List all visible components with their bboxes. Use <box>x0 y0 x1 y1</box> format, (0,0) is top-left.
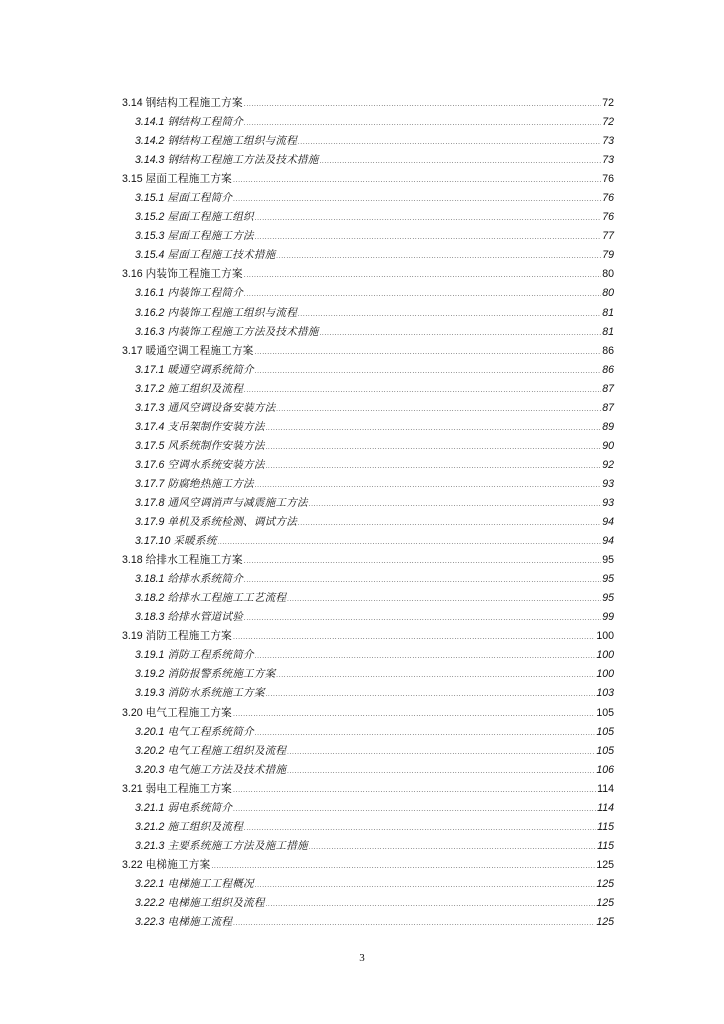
dot-leader <box>244 552 601 571</box>
toc-subsection-entry[interactable] <box>122 304 614 323</box>
dot-leader <box>211 857 595 876</box>
dot-leader <box>276 666 595 685</box>
toc-entry-number: 3.14.2 <box>135 135 165 148</box>
toc-entry-number: 3.20.1 <box>135 725 165 738</box>
toc-section-entry[interactable] <box>122 265 614 284</box>
toc-subsection-entry[interactable] <box>122 608 614 627</box>
dot-leader <box>309 495 601 514</box>
dot-leader <box>266 419 602 438</box>
toc-entry-number: 3.20.2 <box>135 744 165 757</box>
toc-entry-number: 3.14.3 <box>135 154 165 167</box>
toc-subsection-entry[interactable] <box>122 913 614 932</box>
toc-subsection-entry[interactable] <box>122 818 614 837</box>
toc-entry-title: 屋面工程施工技术措施 <box>167 249 276 262</box>
toc-entry-number: 3.20.3 <box>135 763 165 776</box>
dot-leader <box>298 133 601 152</box>
toc-entry-number: 3.17.1 <box>135 363 165 376</box>
toc-entry-number: 3.22.3 <box>135 916 165 929</box>
dot-leader <box>244 266 601 285</box>
dot-leader <box>276 400 601 419</box>
toc-entry-number: 3.17.7 <box>135 477 165 490</box>
toc-subsection-entry[interactable] <box>122 113 614 132</box>
dot-leader <box>320 324 602 343</box>
toc-entry-title: 钢结构工程施工组织与流程 <box>167 135 297 148</box>
toc-section-entry[interactable] <box>122 551 614 570</box>
toc-subsection-entry[interactable] <box>122 189 614 208</box>
toc-entry-page: 103 <box>596 687 614 700</box>
page-number: 3 <box>359 952 365 964</box>
toc-subsection-entry[interactable] <box>122 284 614 303</box>
toc-entry-title: 屋面工程施工方案 <box>145 173 232 186</box>
toc-entry-number: 3.21.2 <box>135 820 165 833</box>
toc-subsection-entry[interactable] <box>122 589 614 608</box>
toc-entry-number: 3.22.1 <box>135 877 165 890</box>
dot-leader <box>244 609 601 628</box>
dot-leader <box>244 571 601 590</box>
toc-subsection-entry[interactable] <box>122 418 614 437</box>
toc-entry-title: 弱电工程施工方案 <box>145 782 232 795</box>
toc-entry-title: 电气施工方法及技术措施 <box>167 763 287 776</box>
toc-entry-number: 3.17.9 <box>135 516 165 529</box>
toc-entry-number: 3.19.2 <box>135 668 165 681</box>
table-of-contents <box>122 94 614 932</box>
toc-entry-title: 屋面工程施工组织 <box>167 211 254 224</box>
toc-entry-number: 3.19.3 <box>135 687 165 700</box>
toc-section-entry[interactable] <box>122 780 614 799</box>
toc-entry-page: 125 <box>596 858 614 871</box>
toc-entry-page: 87 <box>602 382 614 395</box>
toc-entry-title: 钢结构工程施工方法及技术措施 <box>167 154 319 167</box>
dot-leader <box>255 209 601 228</box>
toc-entry-page: 115 <box>597 820 614 833</box>
dot-leader <box>276 247 601 266</box>
toc-entry-number: 3.16.3 <box>135 325 165 338</box>
toc-entry-title: 暖通空调系统简介 <box>167 363 254 376</box>
toc-entry-page: 86 <box>602 344 614 357</box>
toc-entry-title: 施工组织及流程 <box>167 382 244 395</box>
toc-entry-page: 100 <box>596 630 614 643</box>
toc-entry-number: 3.22.2 <box>135 896 165 909</box>
toc-entry-number: 3.17.10 <box>135 535 171 548</box>
dot-leader <box>233 171 601 190</box>
toc-entry-number: 3.17.8 <box>135 496 165 509</box>
toc-subsection-entry[interactable] <box>122 151 614 170</box>
toc-entry-page: 81 <box>602 306 614 319</box>
toc-entry-title: 施工组织及流程 <box>167 820 244 833</box>
toc-entry-title: 空调水系统安装方法 <box>167 458 265 471</box>
toc-entry-number: 3.16.2 <box>135 306 165 319</box>
dot-leader <box>255 228 601 247</box>
toc-entry-title: 支吊架制作安装方法 <box>167 420 265 433</box>
dot-leader <box>266 685 596 704</box>
toc-entry-page: 100 <box>596 649 614 662</box>
toc-entry-title: 风系统制作安装方法 <box>167 439 265 452</box>
toc-section-entry[interactable] <box>122 627 614 646</box>
dot-leader <box>255 343 602 362</box>
toc-entry-number: 3.18.3 <box>135 611 165 624</box>
dot-leader <box>298 514 601 533</box>
toc-subsection-entry[interactable] <box>122 532 614 551</box>
toc-entry-number: 3.19.1 <box>135 649 165 662</box>
toc-subsection-entry[interactable] <box>122 399 614 418</box>
toc-subsection-entry[interactable] <box>122 761 614 780</box>
toc-entry-page: 125 <box>596 896 614 909</box>
toc-entry-page: 114 <box>597 782 614 795</box>
toc-subsection-entry[interactable] <box>122 323 614 342</box>
toc-entry-title: 给排水工程施工工艺流程 <box>167 592 287 605</box>
toc-entry-page: 76 <box>602 211 614 224</box>
toc-entry-title: 给排水管道试验 <box>167 611 244 624</box>
toc-entry-page: 105 <box>596 706 614 719</box>
dot-leader <box>309 838 596 857</box>
toc-entry-number: 3.21.3 <box>135 839 165 852</box>
toc-entry-page: 76 <box>602 192 614 205</box>
toc-entry-page: 95 <box>602 554 614 567</box>
toc-entry-page: 105 <box>596 744 614 757</box>
toc-entry-number: 3.15.4 <box>135 249 165 262</box>
toc-entry-title: 通风空调设备安装方法 <box>167 401 276 414</box>
toc-entry-page: 93 <box>602 496 614 509</box>
toc-entry-title: 电气工程系统简介 <box>167 725 254 738</box>
toc-entry-title: 单机及系统检测、调试方法 <box>167 516 297 529</box>
toc-entry-page: 89 <box>602 420 614 433</box>
toc-subsection-entry[interactable] <box>122 570 614 589</box>
toc-entry-page: 72 <box>602 116 614 129</box>
toc-entry-page: 95 <box>602 592 614 605</box>
toc-subsection-entry[interactable] <box>122 875 614 894</box>
toc-subsection-entry[interactable] <box>122 494 614 513</box>
toc-section-entry[interactable] <box>122 856 614 875</box>
toc-entry-number: 3.17.2 <box>135 382 165 395</box>
toc-entry-title: 屋面工程施工方法 <box>167 230 254 243</box>
toc-subsection-entry[interactable] <box>122 456 614 475</box>
toc-entry-number: 3.17.6 <box>135 458 165 471</box>
toc-subsection-entry[interactable] <box>122 437 614 456</box>
toc-entry-title: 给排水工程施工方案 <box>145 554 243 567</box>
toc-entry-number: 3.15 <box>122 173 143 186</box>
toc-subsection-entry[interactable] <box>122 132 614 151</box>
toc-entry-number: 3.16.1 <box>135 287 165 300</box>
toc-subsection-entry[interactable] <box>122 361 614 380</box>
dot-leader <box>266 438 602 457</box>
dot-leader <box>244 819 596 838</box>
toc-entry-title: 给排水系统简介 <box>167 573 244 586</box>
toc-entry-number: 3.21 <box>122 782 143 795</box>
toc-entry-number: 3.17.4 <box>135 420 165 433</box>
dot-leader <box>233 914 595 933</box>
toc-section-entry[interactable] <box>122 342 614 361</box>
toc-entry-page: 80 <box>602 268 614 281</box>
toc-entry-title: 屋面工程简介 <box>167 192 233 205</box>
toc-entry-title: 暖通空调工程施工方案 <box>145 344 254 357</box>
dot-leader <box>266 895 596 914</box>
dot-leader <box>233 628 595 647</box>
dot-leader <box>233 705 595 724</box>
dot-leader <box>255 362 601 381</box>
dot-leader <box>255 724 595 743</box>
toc-entry-page: 100 <box>596 668 614 681</box>
toc-entry-title: 电梯施工工程概况 <box>167 877 254 890</box>
toc-entry-page: 125 <box>596 916 614 929</box>
toc-entry-page: 76 <box>602 173 614 186</box>
toc-section-entry[interactable] <box>122 704 614 723</box>
toc-entry-number: 3.18.2 <box>135 592 165 605</box>
toc-entry-title: 电梯施工方案 <box>145 858 211 871</box>
toc-subsection-entry[interactable] <box>122 894 614 913</box>
toc-entry-number: 3.14 <box>122 97 143 109</box>
toc-subsection-entry[interactable] <box>122 246 614 265</box>
toc-entry-title: 主要系统施工方法及施工措施 <box>167 839 308 852</box>
toc-entry-page: 92 <box>602 458 614 471</box>
toc-entry-page: 125 <box>596 877 614 890</box>
toc-entry-title: 钢结构工程简介 <box>167 116 244 129</box>
toc-entry-title: 内装饰工程施工方法及技术措施 <box>167 325 319 338</box>
toc-subsection-entry[interactable] <box>122 742 614 761</box>
toc-entry-page: 94 <box>602 535 614 548</box>
toc-entry-page: 94 <box>602 516 614 529</box>
toc-section-entry[interactable] <box>122 170 614 189</box>
toc-subsection-entry[interactable] <box>122 684 614 703</box>
dot-leader <box>255 876 595 895</box>
toc-subsection-entry[interactable] <box>122 799 614 818</box>
toc-section-entry[interactable] <box>122 94 614 113</box>
toc-entry-title: 通风空调消声与减震施工方法 <box>167 496 308 509</box>
dot-leader <box>266 457 602 476</box>
toc-entry-title: 电气工程施工组织及流程 <box>167 744 287 757</box>
toc-entry-title: 内装饰工程简介 <box>167 287 244 300</box>
dot-leader <box>233 800 596 819</box>
toc-entry-number: 3.16 <box>122 268 143 281</box>
toc-entry-title: 钢结构工程施工方案 <box>145 97 243 109</box>
toc-subsection-entry[interactable] <box>122 513 614 532</box>
toc-entry-number: 3.22 <box>122 858 143 871</box>
toc-entry-number: 3.17.3 <box>135 401 165 414</box>
toc-entry-number: 3.17 <box>122 344 143 357</box>
toc-entry-number: 3.17.5 <box>135 439 165 452</box>
toc-entry-page: 86 <box>602 363 614 376</box>
toc-entry-number: 3.18 <box>122 554 143 567</box>
toc-entry-page: 90 <box>602 439 614 452</box>
toc-entry-title: 消防工程系统简介 <box>167 649 254 662</box>
dot-leader <box>298 305 601 324</box>
toc-entry-title: 防腐绝热施工方法 <box>167 477 254 490</box>
toc-subsection-entry[interactable] <box>122 227 614 246</box>
toc-entry-number: 3.15.1 <box>135 192 165 205</box>
toc-entry-page: 77 <box>602 230 614 243</box>
toc-entry-title: 电梯施工流程 <box>167 916 233 929</box>
dot-leader <box>255 476 601 495</box>
toc-entry-page: 72 <box>602 97 614 109</box>
dot-leader <box>218 533 602 552</box>
toc-entry-page: 73 <box>602 154 614 167</box>
toc-entry-page: 105 <box>596 725 614 738</box>
toc-entry-title: 内装饰工程施工方案 <box>145 268 243 281</box>
toc-entry-page: 106 <box>596 763 614 776</box>
toc-subsection-entry[interactable] <box>122 646 614 665</box>
toc-subsection-entry[interactable] <box>122 475 614 494</box>
dot-leader <box>287 743 595 762</box>
dot-leader <box>244 381 601 400</box>
toc-entry-number: 3.15.2 <box>135 211 165 224</box>
toc-entry-number: 3.15.3 <box>135 230 165 243</box>
toc-subsection-entry[interactable] <box>122 723 614 742</box>
toc-entry-page: 95 <box>602 573 614 586</box>
dot-leader <box>244 285 601 304</box>
toc-subsection-entry[interactable] <box>122 208 614 227</box>
dot-leader <box>244 114 601 133</box>
dot-leader <box>287 590 601 609</box>
toc-entry-title: 弱电系统简介 <box>167 801 233 814</box>
toc-entry-title: 电气工程施工方案 <box>145 706 232 719</box>
dot-leader <box>320 152 602 171</box>
toc-entry-number: 3.18.1 <box>135 573 165 586</box>
toc-entry-title: 消防水系统施工方案 <box>167 687 265 700</box>
toc-entry-number: 3.19 <box>122 630 143 643</box>
toc-entry-page: 93 <box>602 477 614 490</box>
toc-entry-number: 3.20 <box>122 706 143 719</box>
toc-subsection-entry[interactable] <box>122 837 614 856</box>
toc-entry-title: 采暖系统 <box>173 535 217 548</box>
toc-entry-title: 消防报警系统施工方案 <box>167 668 276 681</box>
toc-subsection-entry[interactable] <box>122 665 614 684</box>
toc-entry-title: 消防工程施工方案 <box>145 630 232 643</box>
dot-leader <box>287 762 595 781</box>
toc-entry-page: 99 <box>602 611 614 624</box>
toc-entry-page: 114 <box>597 801 614 814</box>
toc-subsection-entry[interactable] <box>122 380 614 399</box>
toc-entry-number: 3.14.1 <box>135 116 165 129</box>
dot-leader <box>233 781 596 800</box>
toc-entry-page: 87 <box>602 401 614 414</box>
toc-entry-title: 内装饰工程施工组织与流程 <box>167 306 297 319</box>
toc-entry-page: 81 <box>602 325 614 338</box>
toc-entry-page: 80 <box>602 287 614 300</box>
toc-entry-title: 电梯施工组织及流程 <box>167 896 265 909</box>
toc-entry-page: 115 <box>597 839 614 852</box>
dot-leader <box>255 647 595 666</box>
toc-entry-number: 3.21.1 <box>135 801 165 814</box>
dot-leader <box>244 95 601 114</box>
dot-leader <box>233 190 601 209</box>
toc-entry-page: 79 <box>602 249 614 262</box>
toc-entry-page: 73 <box>602 135 614 148</box>
